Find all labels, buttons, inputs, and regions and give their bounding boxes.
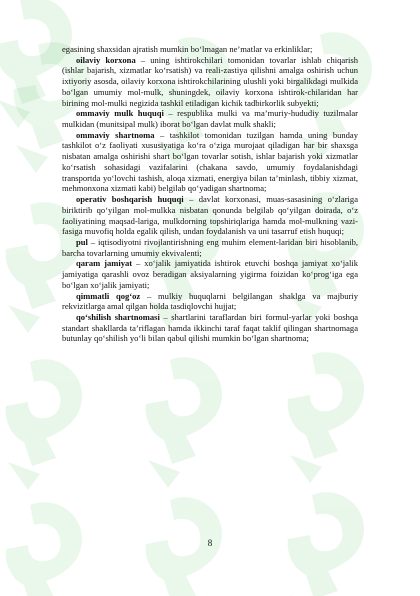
definition-text: – shartlarini taraflardan biri formul-yarlar yoki boshqa standart shakllarda ta’riflagan hamda ikkinchi taraf faqat taklif qilingan shartnomaga butunlay qo‘shilish yo‘li bilan qabul qilishi mumkin bo‘lgan shartnoma; (62, 311, 359, 344)
paragraph-qaram-jamiyat (62, 258, 358, 290)
paragraph-pul (62, 237, 358, 258)
page-number: 8 (207, 538, 213, 548)
paragraph-ommaviy-mulk-huquqi (62, 108, 358, 129)
definition-text: – tashkilot tomonidan tuzilgan hamda uning bunday tashkilot o‘z faoliyati xususiyatiga ko‘ra o‘ziga murojaat qiladigan har bir shaxsga nisbatan amalga oshirishi shart bo‘lgan tovarlar sotish, ishlar bajarish yoki xizmatlar ko‘rsatish sohasidagi vazifalarini (chakana savdo, umumiy foydalanishdagi transportda yo‘lovchi tashish, aloqa xizmati, energiya bilan ta’minlash, tibbiy xizmat, mehmonxona xizmati kabi) belgilab qo‘yadigan shartnoma; (62, 129, 358, 194)
paragraph-ommaviy-shartnoma (62, 130, 358, 194)
term: operativ boshqarish huquqi (76, 194, 184, 205)
term: oilaviy korxona (76, 54, 136, 65)
term: qimmatli qog‘oz (76, 290, 141, 301)
paragraph-qimmatli-qogoz (62, 291, 358, 312)
definition-text: – mulkiy huquqlarni belgilangan shaklga va majburiy rekvizitlarga amal qilgan holda tasdiqlovchi hujjat; (62, 290, 358, 312)
definition-text: – uning ishtirokchilari tomonidan tovarlar ishlab chiqarish (ishlar bajarish, xizmatlar ko‘rsatish) va reali-zastiya qilishni amalga oshirish uchun ixtiyoriy asosda, oilaviy korxona ishtirokchilarining ulushli yoki birgalikdagi mulkida bo‘lgan umumiy mol-mulk, shuningdek, oilaviy korxona ishtirok-chilaridan har birining mol-mulki negizida tashkil etiladigan kichik tadbirkorlik subyekti; (62, 54, 358, 108)
term: qo‘shilish shartnomasi (76, 311, 160, 322)
paragraph-0 (62, 44, 358, 55)
term: ommaviy mulk huquqi (76, 108, 164, 119)
paragraph-qoshilish-shartnomasi (62, 312, 358, 344)
term: ommaviy shartnoma (76, 129, 155, 140)
term: qaram jamiyat (76, 258, 133, 269)
term: pul (76, 236, 88, 247)
definition-text: egasining shaxsidan ajratish mumkin bo‘lmagan ne’matlar va erkinliklar; (62, 44, 313, 54)
definition-text: – xo‘jalik jamiyatida ishtirok etuvchi boshqa jamiyat xo‘jalik jamiyatiga qarashli ovoz beradigan aksiyalarning yigirma foizidan ko‘prog‘iga ega bo‘lgan xo‘jalik jamiyati; (62, 258, 358, 290)
paragraph-operativ-boshqarish-huquqi (62, 194, 358, 237)
definition-text: – davlat korxonasi, muas-sasasining o‘zlariga biriktirib qo‘yilgan mol-mulkka nisbatan qonunda belgilab qo‘yilgan doirada, o‘z faoliyatining maqsad-lariga, mulkdorning topshiriqlariga hamda mol-mulkning vazi-fasiga muvofiq holda egalik qilish, undan foydalanish va uni tasarruf etish huquqi; (62, 194, 359, 237)
paragraph-oilaviy-korxona (62, 55, 358, 109)
definition-text: – iqtisodiyotni rivojlantirishning eng muhim element-laridan biri hisoblanib, barcha tovarlarning umumiy ekvivalenti; (62, 236, 358, 258)
page-body (62, 44, 358, 344)
definition-text: – respublika mulki va ma’muriy-hududiy tuzilmalar mulkidan (munitsipal mulk) iborat bo‘lgan davlat mulk shakli; (62, 108, 359, 130)
